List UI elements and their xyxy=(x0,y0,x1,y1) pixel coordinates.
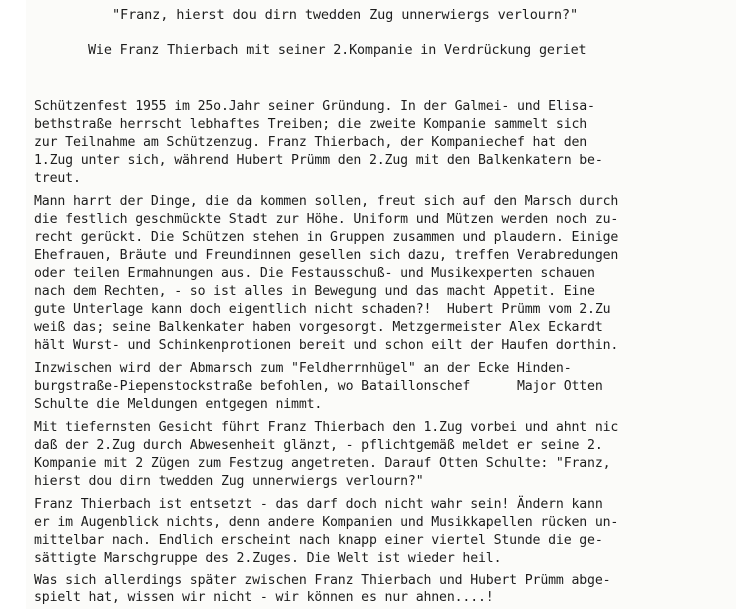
text-line: Mann harrt der Dinge, die da kommen sollen, freut sich auf den Marsch durch xyxy=(34,194,619,209)
text-line: treut. xyxy=(34,171,81,186)
text-line: Schützenfest 1955 im 25o.Jahr seiner Gründung. In der Galmei- und Elisa- xyxy=(34,99,595,114)
text-line: spielt hat, wissen wir nicht - wir können es nur ahnen....! xyxy=(34,590,494,605)
text-line: er im Augenblick nichts, denn andere Kompanien und Musikkapellen rücken un- xyxy=(34,515,619,530)
text-line: die festlich geschmückte Stadt zur Höhe. Uniform und Mützen werden noch zu- xyxy=(34,212,619,227)
text-line: Inzwischen wird der Abmarsch zum "Feldherrnhügel" an der Ecke Hinden- xyxy=(34,361,572,376)
text-line: gute Unterlage kann doch eigentlich nicht schaden?! Hubert Prümm vom 2.Zu xyxy=(34,302,611,317)
document-title: "Franz, hierst dou dirn twedden Zug unnerwiergs verlourn?" xyxy=(112,7,578,23)
text-line: Ehefrauen, Bräute und Freundinnen gesellen sich dazu, treffen Verabredungen xyxy=(34,248,619,263)
text-line: Schulte die Meldungen entgegen nimmt. xyxy=(34,397,323,412)
text-line: sättigte Marschgruppe des 2.Zuges. Die Welt ist wieder heil. xyxy=(34,551,502,566)
text-line: nach dem Rechten, - so ist alles in Bewegung und das macht Appetit. Eine xyxy=(34,284,595,299)
text-line: Kompanie mit 2 Zügen zum Festzug angetreten. Darauf Otten Schulte: "Franz, xyxy=(34,456,611,471)
text-line: burgstraße-Piepenstockstraße befohlen, wo Bataillonschef Major Otten xyxy=(34,379,603,394)
text-line: Franz Thierbach ist entsetzt - das darf doch nicht wahr sein! Ändern kann xyxy=(34,497,603,512)
scan-margin-right xyxy=(736,0,750,609)
document-subtitle: Wie Franz Thierbach mit seiner 2.Kompanie in Verdrückung geriet xyxy=(88,43,587,58)
scan-margin-left xyxy=(0,0,26,609)
text-line: Was sich allerdings später zwischen Franz Thierbach und Hubert Prümm abge- xyxy=(34,573,611,588)
text-line: recht gerückt. Die Schützen stehen in Gruppen zusammen und plaudern. Einige xyxy=(34,230,619,245)
text-line: daß der 2.Zug durch Abwesenheit glänzt, - pflichtgemäß meldet er seine 2. xyxy=(34,438,603,453)
text-line: bethstraße herrscht lebhaftes Treiben; die zweite Kompanie sammelt sich xyxy=(34,117,588,132)
text-line: weiß das; seine Balkenkater haben vorgesorgt. Metzgermeister Alex Eckardt xyxy=(34,320,603,335)
text-line: Mit tiefernsten Gesicht führt Franz Thierbach den 1.Zug vorbei und ahnt nic xyxy=(34,420,619,435)
text-line: hält Wurst- und Schinkenprotionen bereit und schon eilt der Haufen dorthin. xyxy=(34,338,619,353)
text-line: oder teilen Ermahnungen aus. Die Festausschuß- und Musikexperten schauen xyxy=(34,266,595,281)
text-line: hierst dou dirn twedden Zug unnerwiergs verlourn?" xyxy=(34,474,424,489)
text-line: mittelbar nach. Endlich erscheint nach knapp einer viertel Stunde die ge- xyxy=(34,533,603,548)
text-line: zur Teilnahme am Schützenzug. Franz Thierbach, der Kompaniechef hat den xyxy=(34,135,588,150)
text-line: 1.Zug unter sich, während Hubert Prümm den 2.Zug mit den Balkenkatern be- xyxy=(34,153,603,168)
